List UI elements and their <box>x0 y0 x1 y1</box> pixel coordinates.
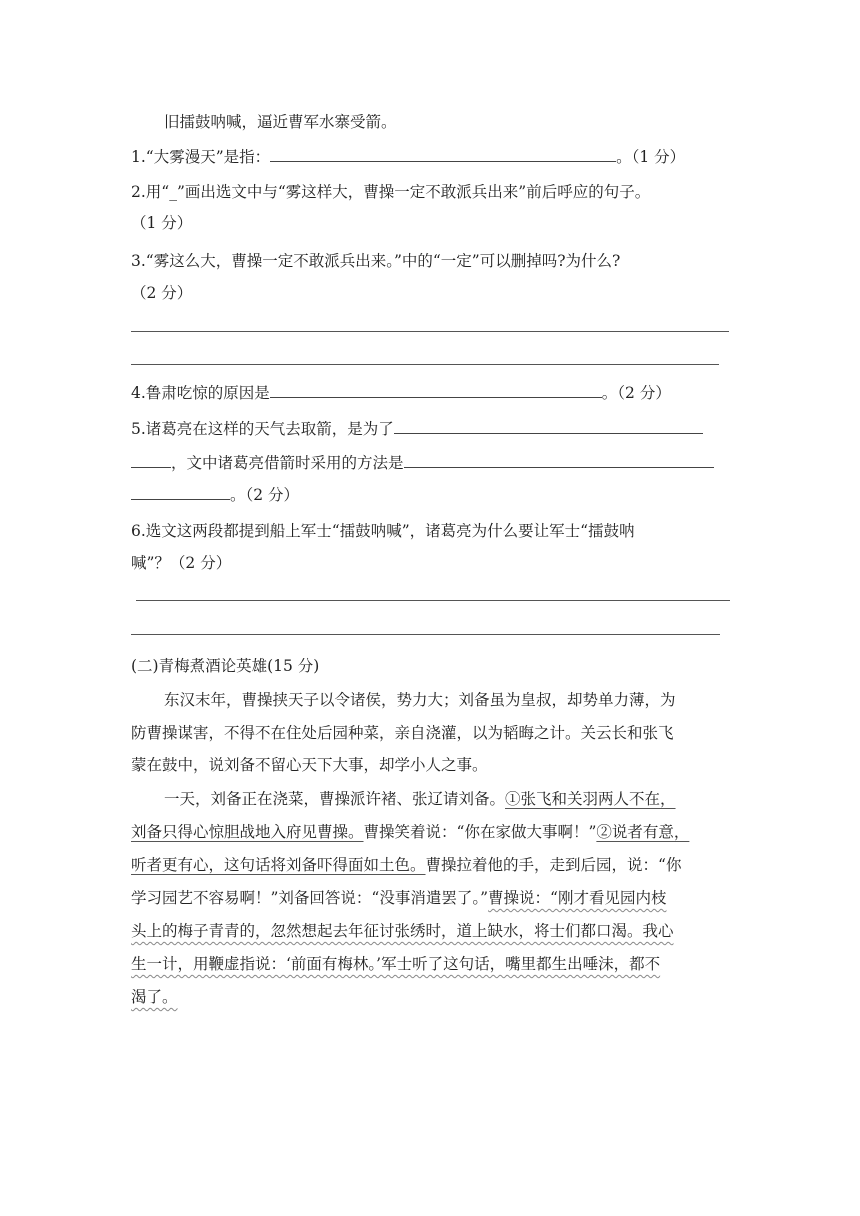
question-5-line-2 <box>131 452 714 474</box>
wavy-underlined-passage: 曹操说：“刚才看见园内枝 <box>488 889 667 907</box>
paragraph-2-line-5 <box>131 920 674 942</box>
question-4-prompt: 4.鲁肃吃惊的原因是 <box>131 384 270 402</box>
question-5-line-3 <box>131 484 299 506</box>
paragraph-2-line-1 <box>164 788 676 810</box>
question-5-score: 。（2 分） <box>230 486 300 504</box>
question-2-line-1: 2.用“_”画出选文中与“雾这样大，曹操一定不敢派兵出来”前后呼应的句子。 <box>131 183 651 201</box>
p2-text: 学习园艺不容易啊！”刘备回答说：“没事消遣罢了。” <box>131 889 489 907</box>
answer-blank-5d[interactable] <box>131 484 230 500</box>
question-6-line-1: 6.选文这两段都提到船上军士“擂鼓呐喊”，诸葛亮为什么要让军士“擂鼓呐 <box>131 522 635 540</box>
wavy-underlined-passage: 生一计，用鞭虚指说：‘前面有梅林。’军士听了这句话，嘴里都生出唾沫，都不 <box>131 955 661 973</box>
paragraph-1-line-3: 蒙在鼓中，说刘备不留心天下大事，却学小人之事。 <box>131 756 488 774</box>
question-1-prompt: 1.“大雾漫天”是指： <box>131 148 271 166</box>
underlined-sentence-2-end: 听者更有心，这句话将刘备吓得面如土色。 <box>131 856 426 874</box>
question-5-middle: ，文中诸葛亮借箭时采用的方法是 <box>171 454 404 472</box>
paragraph-2-line-2 <box>131 821 689 843</box>
question-4 <box>131 382 671 404</box>
paragraph-1-line-2: 防曹操谋害，不得不在住处后园种菜，亲自浇灌，以为韬晦之计。关云长和张飞 <box>131 724 674 742</box>
answer-blank-5b[interactable] <box>131 452 171 468</box>
answer-line-3b[interactable] <box>131 364 719 365</box>
wavy-underlined-passage: 头上的梅子青青的，忽然想起去年征讨张绣时，道上缺水，将士们都口渴。我心 <box>131 922 674 940</box>
p2-text: 一天，刘备正在浇菜，曹操派许褚、张辽请刘备。 <box>164 790 506 808</box>
paragraph-2-line-3 <box>131 854 681 876</box>
question-4-score: 。（2 分） <box>601 384 671 402</box>
answer-line-6a[interactable] <box>136 600 730 601</box>
underlined-sentence-1: ①张飞和关羽两人不在， <box>505 790 676 808</box>
answer-blank-4[interactable] <box>270 382 602 398</box>
paragraph-1-line-1: 东汉末年，曹操挟天子以令诸侯，势力大；刘备虽为皇叔，却势单力薄，为 <box>164 691 676 709</box>
question-1-score: 。（1 分） <box>616 148 686 166</box>
paragraph-2-line-6 <box>131 953 660 975</box>
question-2-line-2: （1 分） <box>131 214 193 232</box>
section-2-title: (二)青梅煮酒论英雄(15 分) <box>131 657 320 675</box>
question-6-line-2: 喊”？（2 分） <box>131 554 232 572</box>
answer-line-3a[interactable] <box>131 331 729 332</box>
answer-line-6b[interactable] <box>131 634 720 635</box>
question-5-prompt: 5.诸葛亮在这样的天气去取箭，是为了 <box>131 420 394 438</box>
answer-blank-1[interactable] <box>270 146 616 162</box>
p2-text: 曹操拉着他的手，走到后园，说：“你 <box>425 856 682 874</box>
p2-text: 曹操笑着说：“你在家做大事啊！” <box>363 823 597 841</box>
paragraph-2-line-7 <box>131 986 178 1008</box>
question-5-line-1 <box>131 418 703 440</box>
passage-ending: 旧擂鼓呐喊，逼近曹军水寨受箭。 <box>164 113 397 131</box>
question-1 <box>131 146 685 168</box>
answer-blank-5a[interactable] <box>394 418 703 434</box>
question-3-line-2: （2 分） <box>131 284 193 302</box>
underlined-sentence-1-end: 刘备只得心惊胆战地入府见曹操。 <box>131 823 364 841</box>
underlined-sentence-2: ②说者有意， <box>596 823 690 841</box>
wavy-underlined-passage: 渴了。 <box>131 988 178 1006</box>
paragraph-2-line-4 <box>131 887 666 909</box>
answer-blank-5c[interactable] <box>404 452 714 468</box>
question-3-line-1: 3.“雾这么大，曹操一定不敢派兵出来。”中的“一定”可以删掉吗?为什么? <box>131 252 621 270</box>
